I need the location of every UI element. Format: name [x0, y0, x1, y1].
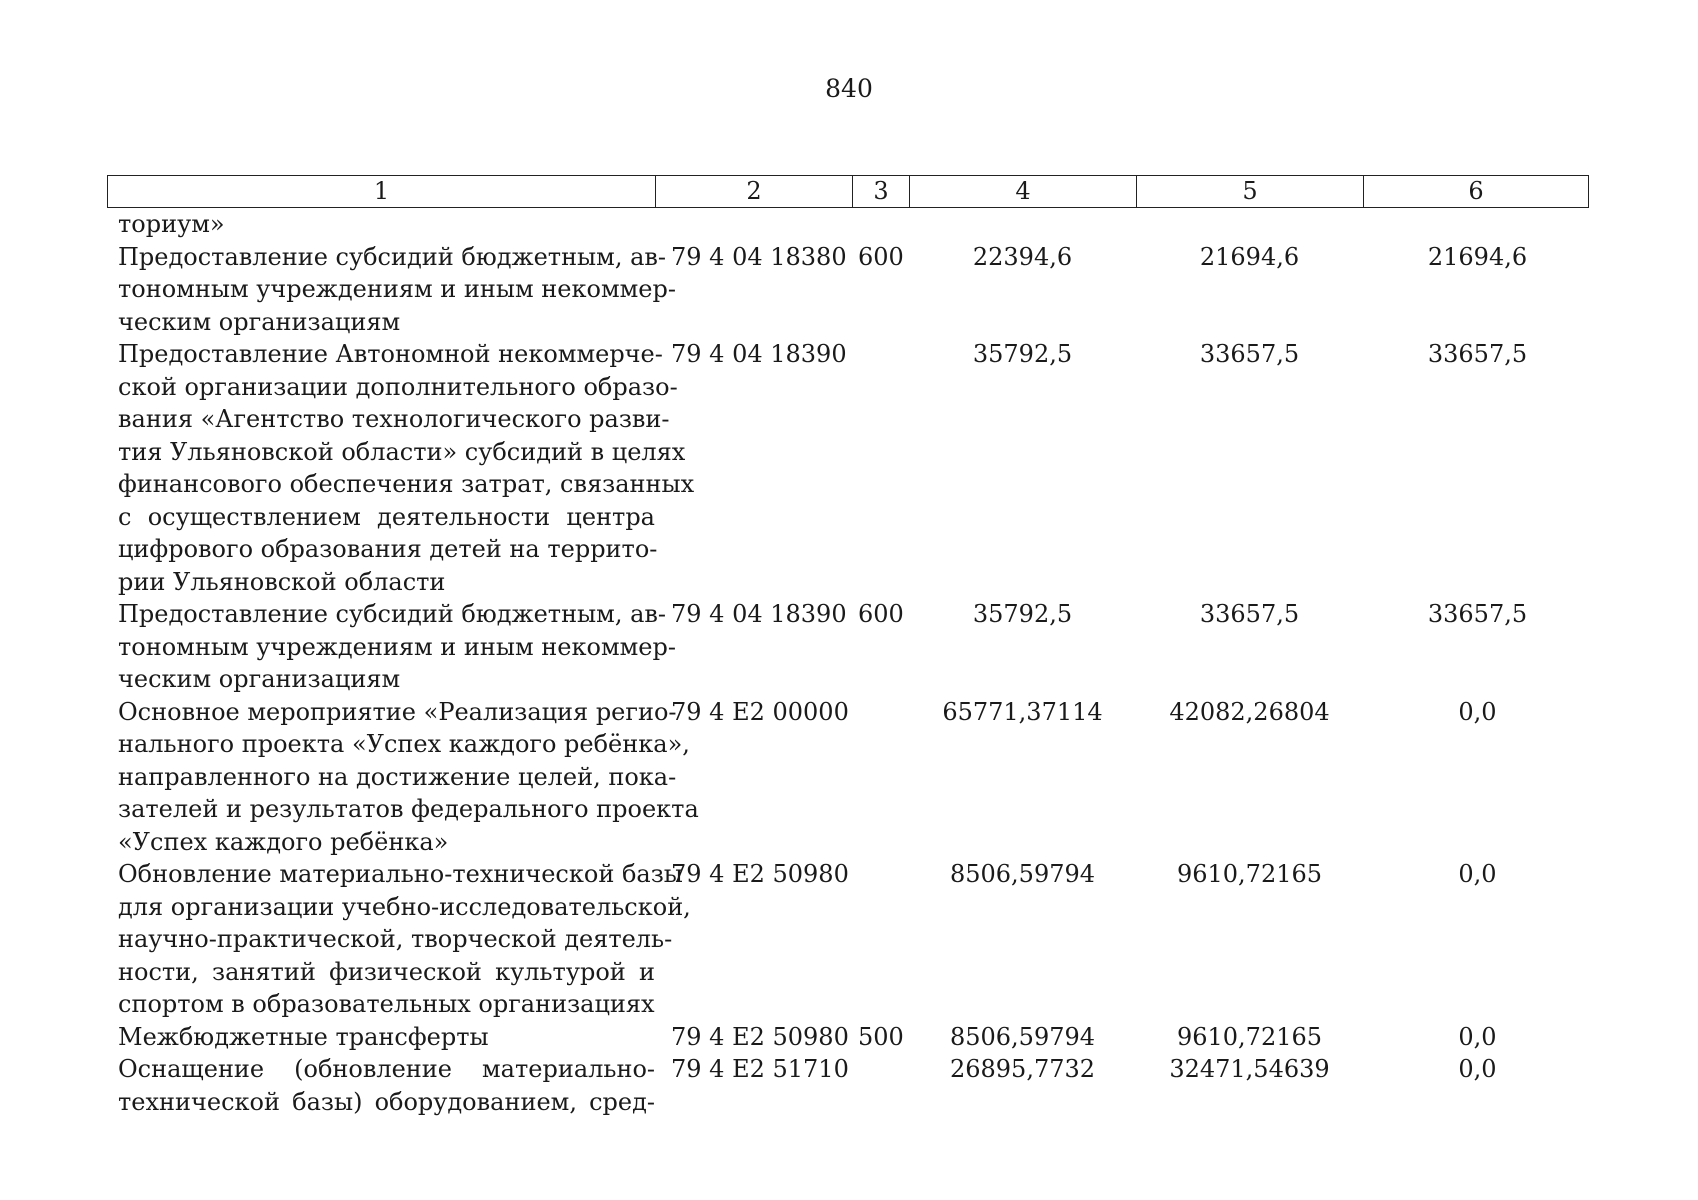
expense-type-code — [852, 1053, 909, 1118]
description-line: ториум» — [118, 210, 225, 238]
description-line: направленного на достижение целей, пока- — [118, 762, 677, 791]
description-line: тономным учреждениям и иным некоммер- — [118, 275, 676, 303]
item-description — [107, 598, 676, 696]
amount-col-6: 0,0 — [1458, 860, 1497, 888]
amount-col-4: 26895,7732 — [949, 1055, 1096, 1083]
description-line: для организации учебно-исследовательской, — [118, 892, 691, 921]
description-line: Обновление материально-технической базы — [118, 860, 683, 888]
item-description — [107, 241, 676, 339]
description-line: Оснащение (обновление материально- — [118, 1055, 655, 1083]
header-col-4: 4 — [910, 176, 1137, 208]
budget-code: 79 4 04 18380 — [671, 242, 847, 271]
amount-col-6: 0,0 — [1458, 1022, 1497, 1051]
table-row — [107, 208, 1588, 241]
budget-code: 79 4 04 18390 — [671, 600, 847, 628]
page-number: 840 — [825, 74, 873, 103]
description-line: Предоставление субсидий бюджетным, ав- — [118, 600, 667, 628]
item-description — [107, 1021, 655, 1054]
expense-type-code — [852, 858, 909, 1021]
description-line: «Успех каждого ребёнка» — [118, 827, 449, 856]
amount-col-5: 9610,72165 — [1176, 1022, 1323, 1051]
description-line: ности, занятий физической культурой и — [118, 957, 655, 986]
amount-col-4: 22394,6 — [972, 242, 1073, 271]
description-line: спортом в образовательных организациях — [118, 990, 655, 1018]
amount-col-6: 21694,6 — [1427, 242, 1528, 271]
budget-code: 79 4 E2 50980 — [671, 1022, 849, 1051]
budget-code: 79 4 E2 51710 — [671, 1055, 849, 1083]
amount-col-4: 65771,37114 — [942, 697, 1103, 726]
table-row — [107, 1021, 1588, 1054]
budget-code: 79 4 04 18390 — [671, 340, 847, 368]
budget-code: 79 4 E2 50980 — [671, 860, 849, 888]
amount-col-4: 35792,5 — [972, 340, 1073, 368]
description-line: Предоставление Автономной некоммерче- — [118, 340, 663, 368]
amount-col-4: 8506,59794 — [949, 860, 1096, 888]
description-line: нального проекта «Успех каждого ребёнка», — [118, 730, 690, 758]
amount-col-6 — [1363, 208, 1588, 241]
header-col-5: 5 — [1137, 176, 1364, 208]
table-row — [107, 241, 1588, 339]
table-row — [107, 858, 1588, 1021]
description-line: ской организации дополнительного образо- — [118, 372, 678, 401]
item-description — [107, 696, 699, 859]
description-line: Предоставление субсидий бюджетным, ав- — [118, 242, 667, 271]
item-description — [107, 858, 691, 1021]
description-line: рии Ульяновской области — [118, 567, 446, 596]
description-line: технической базы) оборудованием, сред- — [118, 1087, 655, 1116]
description-line: с осуществлением деятельности центра — [118, 502, 655, 531]
amount-col-5: 33657,5 — [1199, 600, 1300, 628]
budget-table-body — [107, 208, 1588, 1118]
column-header-row — [107, 175, 1589, 208]
description-line: Основное мероприятие «Реализация регио- — [118, 697, 677, 726]
amount-col-4: 8506,59794 — [949, 1022, 1096, 1051]
description-line: Межбюджетные трансферты — [118, 1022, 489, 1051]
amount-col-6: 0,0 — [1458, 697, 1497, 726]
amount-col-4 — [909, 208, 1136, 241]
description-line: ческим организациям — [118, 307, 401, 336]
budget-code — [655, 208, 852, 241]
description-line: ческим организациям — [118, 665, 401, 693]
description-line: цифрового образования детей на террито- — [118, 535, 658, 563]
description-line: научно-практической, творческой деятель- — [118, 925, 673, 953]
description-line: вания «Агентство технологического разви- — [118, 405, 670, 433]
item-description — [107, 338, 695, 598]
amount-col-5: 9610,72165 — [1176, 860, 1323, 888]
item-description — [107, 208, 655, 241]
amount-col-6: 33657,5 — [1427, 340, 1528, 368]
expense-type-code — [852, 696, 909, 859]
header-col-2: 2 — [656, 176, 853, 208]
expense-type-code: 600 — [858, 600, 904, 628]
budget-code: 79 4 E2 00000 — [671, 697, 849, 726]
expense-type-code — [852, 208, 909, 241]
expense-type-code: 500 — [858, 1022, 904, 1051]
amount-col-6: 0,0 — [1458, 1055, 1497, 1083]
amount-col-5 — [1136, 208, 1363, 241]
amount-col-6: 33657,5 — [1427, 600, 1528, 628]
table-row — [107, 338, 1588, 598]
header-col-6: 6 — [1364, 176, 1589, 208]
table-row — [107, 696, 1588, 859]
amount-col-5: 33657,5 — [1199, 340, 1300, 368]
description-line: зателей и результатов федерального проекта — [118, 795, 699, 823]
amount-col-4: 35792,5 — [972, 600, 1073, 628]
header-col-3: 3 — [853, 176, 910, 208]
expense-type-code: 600 — [858, 242, 904, 271]
description-line: тия Ульяновской области» субсидий в целях — [118, 437, 686, 466]
description-line: финансового обеспечения затрат, связанных — [118, 470, 695, 498]
item-description — [107, 1053, 655, 1118]
table-row — [107, 1053, 1588, 1118]
description-line: тономным учреждениям и иным некоммер- — [118, 632, 676, 661]
amount-col-5: 21694,6 — [1199, 242, 1300, 271]
header-col-1: 1 — [108, 176, 656, 208]
amount-col-5: 42082,26804 — [1169, 697, 1330, 726]
expense-type-code — [852, 338, 909, 598]
amount-col-5: 32471,54639 — [1169, 1055, 1330, 1083]
table-row — [107, 598, 1588, 696]
